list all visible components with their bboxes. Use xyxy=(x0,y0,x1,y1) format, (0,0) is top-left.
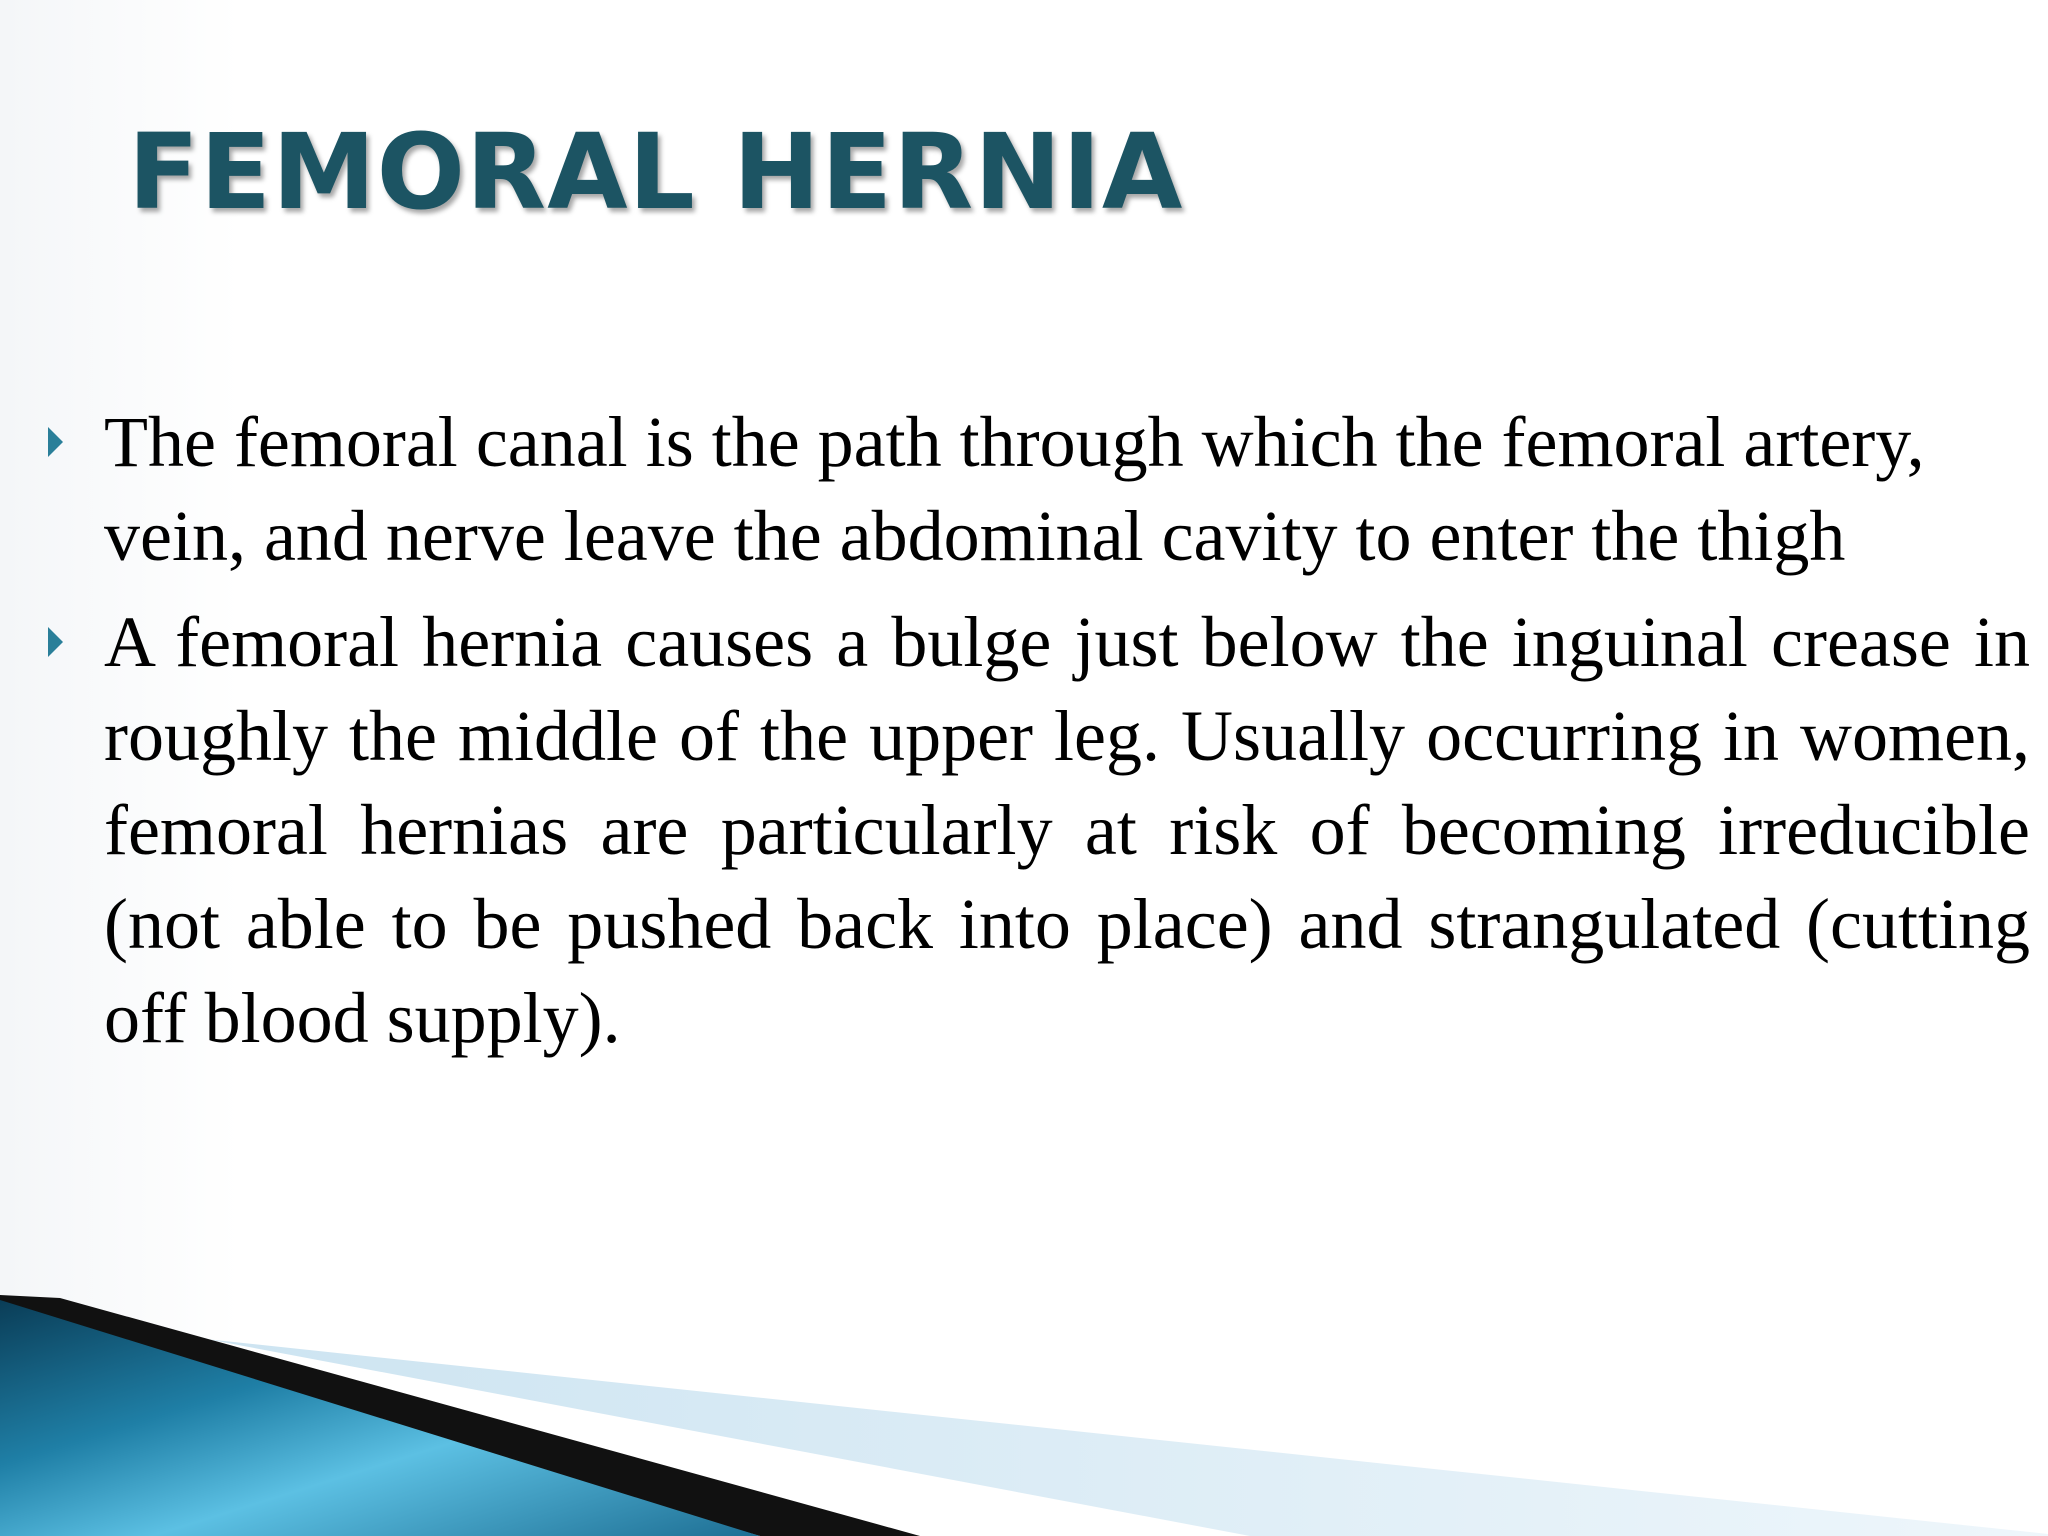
triangle-right-icon xyxy=(48,627,63,657)
bullet-item xyxy=(104,395,2030,583)
bullet-list xyxy=(104,395,2030,1077)
dark-swoosh-band xyxy=(0,1295,920,1536)
blue-swoosh-band xyxy=(0,1300,760,1536)
bullet-item xyxy=(104,595,2030,1065)
triangle-right-icon xyxy=(48,427,63,457)
pale-swoosh-band xyxy=(0,1300,2048,1536)
bullet-text: The femoral canal is the path through which the femoral artery, vein, and nerve leave the abdominal cavity to enter the thigh xyxy=(104,402,1925,576)
bullet-text: A femoral hernia causes a bulge just below the inguinal crease in roughly the middle of the upper leg. Usually occurring in women, femoral hernias are particularly at risk of becoming irreducible (not able to be pushed back into place) and strangulated (cutting off blood supply). xyxy=(104,602,2030,1058)
slide-title: FEMORAL HERNIA xyxy=(128,111,1184,233)
